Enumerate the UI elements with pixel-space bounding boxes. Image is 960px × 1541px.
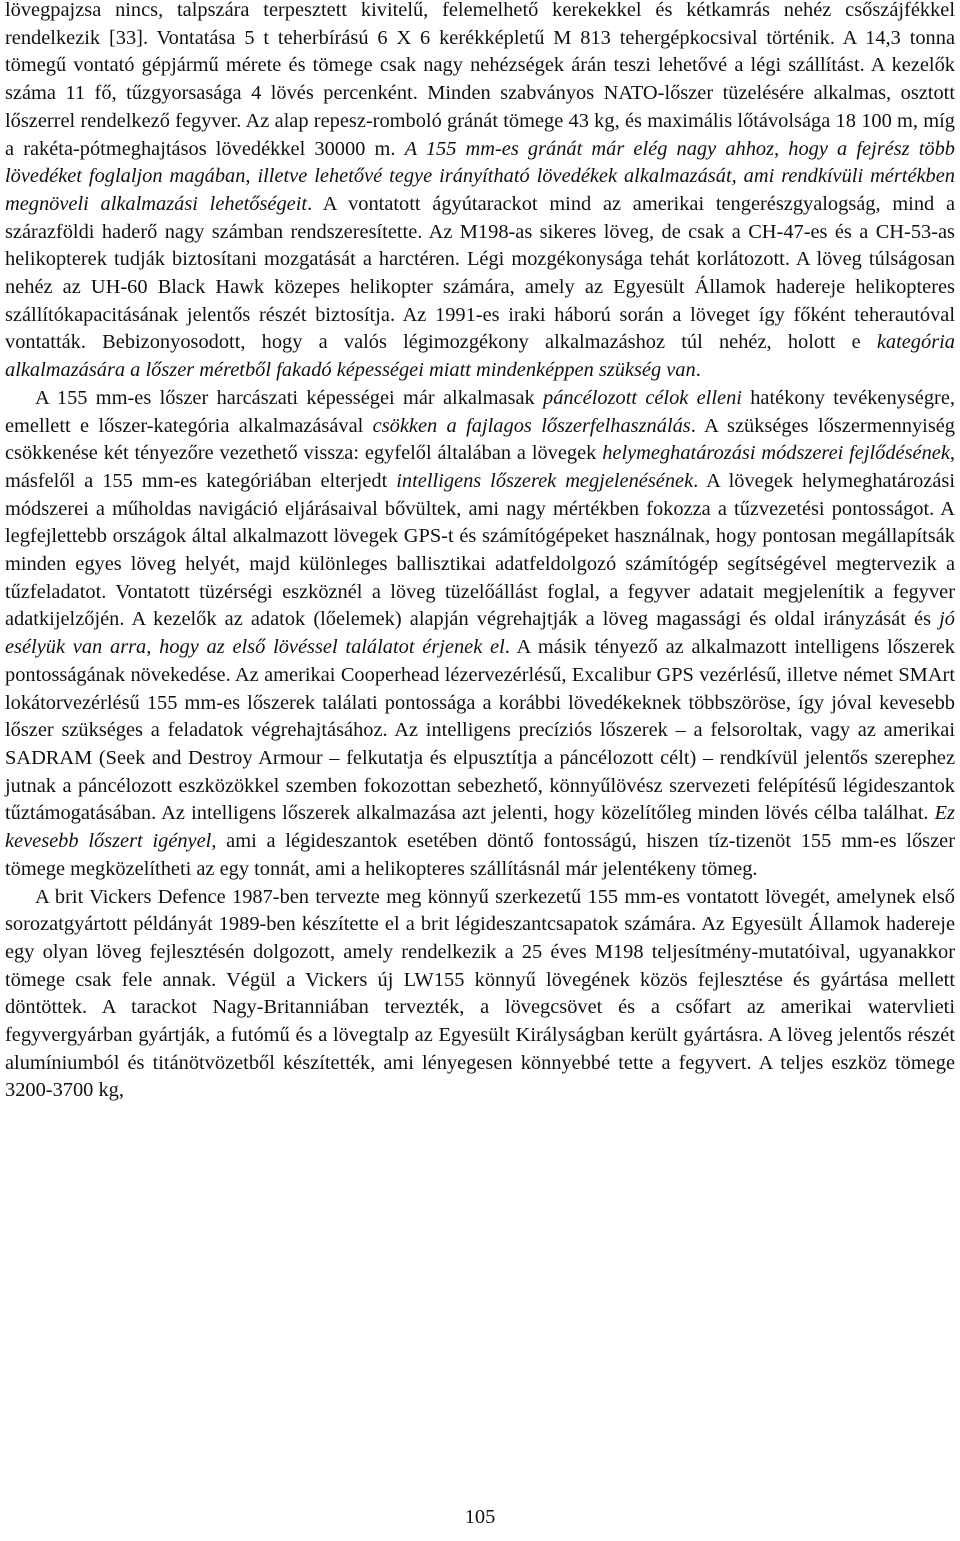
text-run: A 155 mm-es lőszer harcászati képességei már alkalmasak bbox=[35, 386, 544, 409]
italic-text-run: A 155 mm-es gránát már elég nagy ahhoz, hogy a fejrész több lövedéket foglaljon magában, illetve lehetővé tegye irányítható lövedékek alkalmazását, ami rendkívüli mértékben megnöveli alkalmazási lehetőségeit bbox=[5, 137, 955, 215]
paragraph-1 bbox=[5, 0, 955, 385]
text-run: , ami a légideszantok esetében döntő fontosságú, hiszen tíz-tizenöt 155 mm-es lőszer tömege megközelítheti az egy tonnát, ami a helikopteres szállításnál már jelentékeny tömeg. bbox=[5, 830, 955, 880]
page-number: 105 bbox=[464, 1506, 496, 1528]
italic-text-run: Ez kevesebb lőszert igényel bbox=[5, 802, 955, 853]
italic-text-run: intelligens lőszerek megjelenésének bbox=[396, 469, 694, 492]
italic-text-run: helymeghatározási módszerei fejlődésének bbox=[602, 442, 950, 465]
body-text bbox=[5, 0, 955, 1105]
paragraph-3 bbox=[5, 884, 955, 1106]
text-run: , másfelől a 155 mm-es kategóriában elterjedt bbox=[5, 442, 956, 492]
text-run: lövegpajzsa nincs, talpszára terpesztett kivitelű, felemelhető kerekekkel és kétkamrás nehéz csőszájfékkel rendelkezik [33]. Vontatása 5 t teherbírású 6 X 6 kerékképletű M 813 tehergépkocsival történik. A 14,3 tonna tömegű vontató gépjármű mérete és tömege csak nagy nehézségek árán teszi lehetővé a légi szállítást. A kezelők száma 11 fő, tűzgyorsasága 4 lövés percenként. Minden szabványos NATO-lőszer tüzelésére alkalmas, osztott lőszerrel rendelkező fegyver. Az alap repesz-romboló gránát tömege 43 kg, és maximális lőtávolsága 18 100 m, míg a rakéta-pótmeghajtásos lövedékkel 30000 m. bbox=[5, 0, 955, 160]
text-run: . bbox=[695, 359, 701, 382]
italic-text-run: páncélozott célok elleni bbox=[543, 386, 742, 409]
text-run: . A szükséges lőszermennyiség csökkenése két tényezőre vezethető vissza: egyfelől általában a lövegek bbox=[5, 414, 955, 465]
italic-text-run: csökken a fajlagos lőszerfelhasználás bbox=[372, 414, 691, 437]
italic-text-run: kategória alkalmazására a lőszer méretből fakadó képességei miatt mindenképpen szükség van bbox=[5, 331, 955, 382]
italic-text-run: jó esélyük van arra, hogy az első lövéssel találatot érjenek el bbox=[5, 608, 955, 659]
text-run: hatékony tevékenységre, emellett e lőszer-kategória alkalmazásával bbox=[5, 386, 955, 437]
paragraph-2 bbox=[5, 385, 955, 884]
text-run: A brit Vickers Defence 1987-ben tervezte meg könnyű szerkezetű 155 mm-es vontatott lövegét, amelynek első sorozatgyártott példányát 1989-ben készítette el a brit légideszantcsapatok számára. Az Egyesült Államok hadereje egy olyan löveg fejlesztésén dolgozott, amely rendelkezik a 25 éves M198 teljesítmény-mutatóival, ugyanakkor tömege csak fele annak. Végül a Vickers új LW155 könnyű lövegének közös fejlesztése és gyártása mellett döntöttek. A tarackot Nagy-Britanniában tervezték, a lövegcsövet és a csőfart az amerikai watervlieti fegyvergyárban gyártják, a futómű és a lövegtalp az Egyesült Királyságban került gyártásra. A löveg jelentős részét alumíniumból és titánötvözetből készítették, ami lényegesen könnyebbé tette a fegyvert. A teljes eszköz tömege 3200-3700 kg, bbox=[5, 885, 955, 1102]
text-run: . A vontatott ágyútarackot mind az amerikai tengerészgyalogság, mind a szárazföldi haderő nagy számban rendszeresítette. Az M198-as sikeres löveg, de csak a CH-47-es és a CH-53-as helikopterek tudják biztosítani mozgatását a harctéren. Légi mozgékonysága tehát korlátozott. A löveg túlságosan nehéz az UH-60 Black Hawk közepes helikopter számára, amely az Egyesült Államok hadereje helikopteres szállítókapacitásának jelentős részét biztosítja. Az 1991-es iraki háború során a löveget így főként teherautóval vontatták. Bebizonyosodott, hogy a valós légimozgékony alkalmazáshoz túl nehéz, holott e bbox=[5, 192, 956, 354]
text-run: . A másik tényező az alkalmazott intelligens lőszerek pontosságának növekedése. Az amerikai Cooperhead lézervezérlésű, Excalibur GPS vezérlésű, illetve német SMArt lokátorvezérlésű 155 mm-es lőszerek találati pontossága a korábbi lövedékeknek többszöröse, így jóval kevesebb lőszer szükséges a feladatok végrehajtásához. Az intelligens precíziós lőszerek – a felsoroltak, vagy az amerikai SADRAM (Seek and Destroy Armour – felkutatja és elpusztítja a páncélozott célt) – rendkívül jelentős szerephez jutnak a páncélozott eszközökkel szemben fokozottan sebezhető, könnyűlövész szervezeti felépítésű légideszantok tűztámogatásában. Az intelligens lőszerek alkalmazása azt jelenti, hogy közelítőleg minden lövés célba találhat. bbox=[5, 636, 955, 825]
text-run: . A lövegek helymeghatározási módszerei a műholdas navigáció eljárásaival bővültek, ami nagy mértékben fokozza a tűzvezetési pontosságot. A legfejlettebb országok által alkalmazott lövegek GPS-t és számítógépeket használnak, hogy pontosan megállapítsák minden egyes löveg helyét, majd különleges ballisztikai adatfeldolgozó számítógép segítségével megtervezik a tűzfeladatot. Vontatott tüzérségi eszköznél a löveg tüzelőállást foglal, a fegyver adatait megjelenítik a fegyver adatkijelzőjén. A kezelők az adatok (lőelemek) alapján végrehajtják a löveg magassági és oldal irányzását és bbox=[5, 469, 956, 631]
